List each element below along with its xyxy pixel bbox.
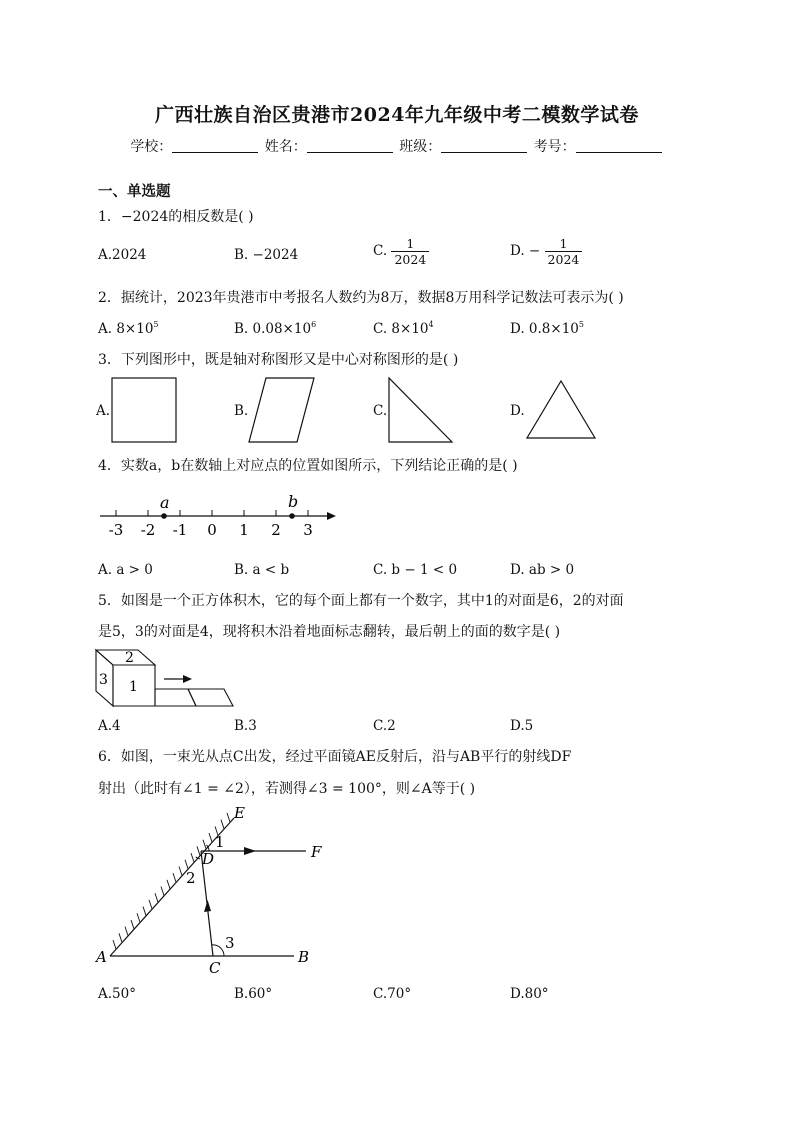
q4-option-a: A. a > 0 (98, 562, 153, 578)
q3-option-a-label: A. (96, 403, 111, 419)
q1-stem: 1．−2024的相反数是( ) (98, 209, 254, 225)
label-d: D (202, 850, 215, 868)
tick-label: 1 (239, 521, 249, 539)
hatch-mark (173, 873, 176, 882)
mirror-hatching (113, 813, 230, 949)
cube-face-top-number: 2 (125, 650, 134, 666)
hatch-mark (161, 887, 164, 896)
q3-option-b-label: B. (234, 403, 249, 419)
class-label: 班级： (399, 139, 442, 155)
q6-option-b: B.60° (234, 986, 273, 1002)
q4-option-b: B. a < b (234, 562, 290, 578)
q1-d-denominator: 2024 (545, 251, 583, 267)
point-b-label: b (288, 492, 299, 511)
q5-option-d: D.5 (510, 718, 534, 734)
q1-option-b: B. −2024 (234, 247, 299, 263)
hatch-mark (191, 853, 194, 862)
tick-label: 0 (207, 521, 217, 539)
q1-option-a: A.2024 (98, 247, 147, 263)
point-a-label: a (160, 493, 170, 512)
q4-stem: 4．实数a，b在数轴上对应点的位置如图所示，下列结论正确的是( ) (98, 458, 518, 474)
q5-stem-line1: 5．如图是一个正方体积木，它的每个面上都有一个数字，其中1的对面是6，2的对面 (98, 593, 624, 609)
hatch-mark (203, 840, 206, 849)
q2-d-base: D. 0.8×10 (510, 321, 579, 337)
label-b: B (298, 948, 310, 966)
q6-stem-line1: 6．如图，一束光从点C出发，经过平面镜AE反射后，沿与AB平行的射线DF (98, 749, 572, 765)
angle-3-arc (212, 945, 224, 956)
cube-face-front-number: 1 (129, 679, 138, 695)
hatch-mark (167, 880, 170, 889)
hatch-mark (131, 920, 134, 929)
hatch-mark (209, 833, 212, 842)
hatch-mark (155, 893, 158, 902)
ray-arrow-right-icon (244, 847, 256, 855)
tick-label: -1 (172, 521, 188, 539)
tick-label: -2 (140, 521, 156, 539)
name-label: 姓名： (264, 139, 307, 155)
q2-b-base: B. 0.08×10 (234, 321, 312, 337)
tick-label: 3 (303, 521, 313, 539)
hatch-mark (137, 913, 140, 922)
q2-d-exponent: 5 (578, 320, 584, 329)
hatch-mark (113, 940, 116, 949)
q3-stem: 3．下列图形中，既是轴对称图形又是中心对称图形的是( ) (98, 352, 459, 368)
ray-arrow-up-icon (204, 900, 211, 912)
q6-option-c: C.70° (373, 986, 412, 1002)
hatch-mark (197, 846, 200, 855)
label-angle-2: 2 (186, 869, 196, 887)
exam-title: 广西壮族自治区贵港市2024年九年级中考二模数学试卷 (155, 104, 639, 126)
hatch-mark (149, 900, 152, 909)
label-f: F (311, 843, 322, 861)
hatch-mark (143, 907, 146, 916)
q5-option-c: C.2 (373, 718, 396, 734)
exam-number-label: 考号： (533, 139, 576, 155)
hatch-mark (119, 933, 122, 942)
q1-c-denominator: 2024 (391, 251, 429, 267)
q1-d-numerator: 1 (559, 236, 568, 251)
q6-option-d: D.80° (510, 986, 549, 1002)
label-e: E (234, 804, 245, 822)
q3-option-d-label: D. (510, 403, 525, 419)
q6-option-a: A.50° (98, 986, 136, 1002)
hatch-mark (185, 860, 188, 869)
q2-a-exponent: 5 (153, 320, 159, 329)
q2-b-exponent: 6 (311, 320, 317, 329)
q1-option-d-prefix: D. − (510, 243, 541, 259)
q6-stem-line2: 射出（此时有∠1 = ∠2），若测得∠3 = 100°，则∠A等于( ) (98, 781, 476, 797)
q4-option-c: C. b − 1 < 0 (373, 562, 458, 578)
q5-option-b: B.3 (234, 718, 257, 734)
q1-c-numerator: 1 (406, 236, 415, 251)
hatch-mark (227, 813, 230, 822)
figure-labels (94, 804, 322, 977)
q4-option-d: D. ab > 0 (510, 562, 575, 578)
q5-stem-line2: 是5，3的对面是4，现将积木沿着地面标志翻转，最后朝上的面的数字是( ) (98, 624, 561, 640)
school-label: 学校： (130, 139, 173, 155)
q2-c-exponent: 4 (428, 320, 434, 329)
label-a: A (96, 948, 107, 966)
q5-option-a: A.4 (98, 718, 121, 734)
q2-c-base: C. 8×10 (373, 321, 429, 337)
section-heading: 一、单选题 (98, 183, 171, 200)
q3-option-c-label: C. (373, 403, 388, 419)
label-angle-1: 1 (215, 833, 225, 851)
hatch-mark (179, 866, 182, 875)
q2-stem: 2．据统计，2023年贵港市中考报名人数约为8万，数据8万用科学记数法可表示为( ) (98, 290, 624, 306)
q1-option-c-prefix: C. (373, 243, 388, 259)
cube-face-left-number: 3 (99, 672, 108, 688)
tick-label: 2 (271, 521, 281, 539)
hatch-mark (125, 927, 128, 936)
label-c: C (209, 959, 221, 977)
tick-label: -3 (108, 521, 124, 539)
label-angle-3: 3 (225, 934, 235, 952)
hatch-mark (221, 820, 224, 829)
q2-a-base: A. 8×10 (98, 321, 154, 337)
